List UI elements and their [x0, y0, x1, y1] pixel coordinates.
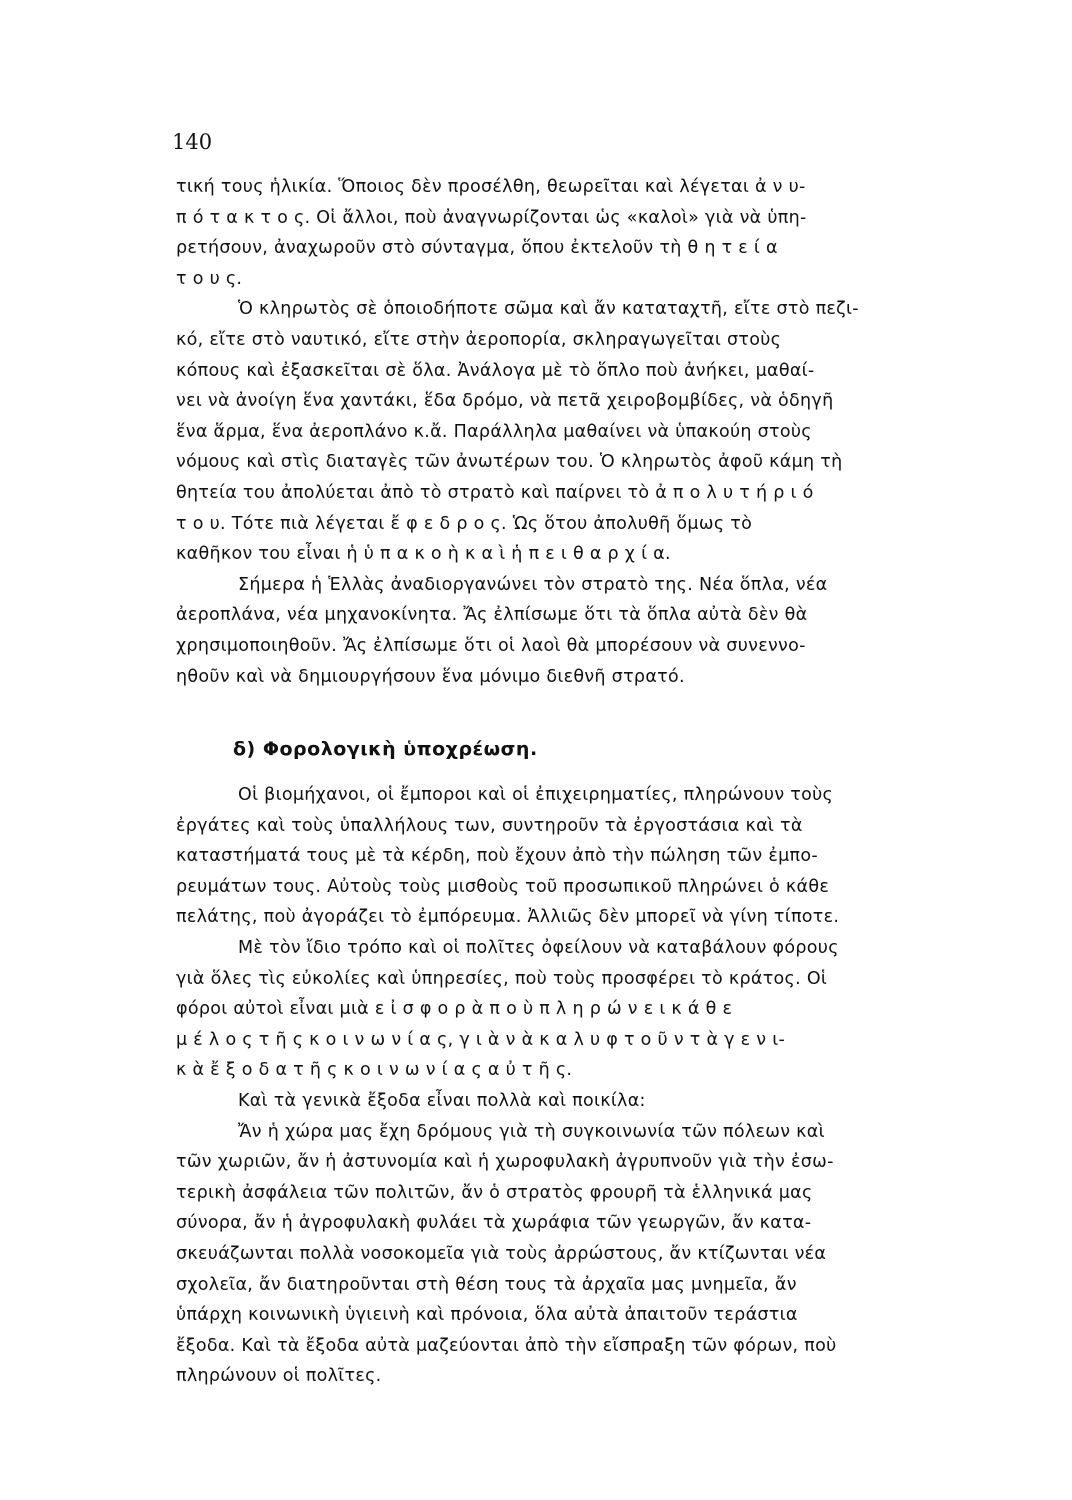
text-line: χρησιμοποιηθοῦν. Ἄς ἐλπίσωμε ὅτι οἱ λαοὶ θὰ μπορέσουν νὰ συνεννο-	[176, 635, 806, 656]
text-line: καθῆκον του εἶναι ἡ ὑ π α κ ο ὴ κ α ὶ ἡ π ε ι θ α ρ χ ί α.	[176, 544, 671, 565]
text-line: ρευμάτων τους. Αὐτοὺς τοὺς μισθοὺς τοῦ προσωπικοῦ πληρώνει ὁ κάθε	[176, 876, 830, 897]
text-line: νει νὰ ἀνοίγη ἕνα χαντάκι, ἕδα δρόμο, νὰ πετᾶ χειροβομβίδες, νὰ ὁδηγῆ	[176, 391, 834, 412]
text-line: ἕνα ἅρμα, ἕνα ἀεροπλάνο κ.ἄ. Παράλληλα μαθαίνει νὰ ὑπακούη στοὺς	[176, 421, 812, 442]
text-line: φόροι αὐτοὶ εἶναι μιὰ ε ἰ σ φ ο ρ ὰ π ο ὺ π λ η ρ ώ ν ε ι κ ά θ ε	[176, 999, 733, 1020]
text-line: ἐργάτες καὶ τοὺς ὑπαλλήλους των, συντηροῦν τὰ ἐργοστάσια καὶ τὰ	[176, 815, 803, 836]
text-line: κόπους καὶ ἐξασκεῖται σὲ ὅλα. Ἀνάλογα μὲ τὸ ὅπλο ποὺ ἀνήκει, μαθαί-	[176, 360, 815, 381]
text-line: ἀεροπλάνα, νέα μηχανοκίνητα. Ἄς ἐλπίσωμε ὅτι τὰ ὅπλα αὐτὰ δὲν θὰ	[176, 605, 808, 626]
text-line: Ἄν ἡ χώρα μας ἔχη δρόμους γιὰ τὴ συγκοινωνία τῶν πόλεων καὶ	[238, 1121, 825, 1142]
text-line: σχολεῖα, ἄν διατηροῦνται στὴ θέση τους τὰ ἀρχαῖα μας μνημεῖα, ἄν	[176, 1274, 797, 1295]
text-line: Ὁ κληρωτὸς σὲ ὁποιοδήποτε σῶμα καὶ ἄν καταταχτῆ, εἴτε στὸ πεζι-	[238, 299, 859, 320]
text-line: νόμους καὶ στὶς διαταγὲς τῶν ἀνωτέρων του. Ὁ κληρωτὸς ἀφοῦ κάμη τὴ	[176, 452, 843, 473]
text-line: π ό τ α κ τ ο ς. Οἱ ἄλλοι, ποὺ ἀναγνωρίζονται ὡς «καλοὶ» γιὰ νὰ ὑπη-	[176, 207, 807, 228]
text-line: κ ὰ ἔ ξ ο δ α τ ῆ ς κ ο ι ν ω ν ί α ς α ὐ τ ῆ ς.	[176, 1060, 573, 1081]
text-line: καταστήματά τους μὲ τὰ κέρδη, ποὺ ἔχουν ἀπὸ τὴν πώληση τῶν ἐμπο-	[176, 846, 818, 867]
text-line: τερικὴ ἀσφάλεια τῶν πολιτῶν, ἄν ὁ στρατὸς φρουρῆ τὰ ἑλληνικά μας	[176, 1182, 813, 1203]
text-line: Οἱ βιομήχανοι, οἱ ἔμποροι καὶ οἱ ἐπιχειρηματίες, πληρώνουν τοὺς	[238, 785, 834, 805]
text-line: γιὰ ὅλες τὶς εὐκολίες καὶ ὑπηρεσίες, ποὺ τοὺς προσφέρει τὸ κράτος. Οἱ	[176, 968, 828, 989]
text-line: μ έ λ ο ς τ ῆ ς κ ο ι ν ω ν ί α ς, γ ι ὰ ν ὰ κ α λ υ φ τ ο ῦ ν τ ὰ γ ε ν ι-	[176, 1029, 786, 1050]
text-line: σκευάζωνται πολλὰ νοσοκομεῖα γιὰ τοὺς ἀρρώστους, ἄν κτίζωνται νέα	[176, 1243, 827, 1264]
body-text-block-2	[176, 780, 966, 1392]
text-line: ηθοῦν καὶ νὰ δημιουργήσουν ἕνα μόνιμο διεθνῆ στρατό.	[176, 666, 685, 687]
text-line: Μὲ τὸν ἴδιο τρόπο καὶ οἱ πολῖτες ὀφείλουν νὰ καταβάλουν φόρους	[238, 937, 839, 958]
text-line: κό, εἴτε στὸ ναυτικό, εἴτε στὴν ἀεροπορία, σκληραγωγεῖται στοὺς	[176, 329, 782, 350]
text-line: τῶν χωριῶν, ἄν ἡ ἀστυνομία καὶ ἡ χωροφυλακὴ ἀγρυπνοῦν γιὰ τὴν ἐσω-	[176, 1152, 834, 1173]
text-line: ρετήσουν, ἀναχωροῦν στὸ σύνταγμα, ὅπου ἐκτελοῦν τὴ θ η τ ε ί α	[176, 238, 778, 259]
body-text-block-1	[176, 172, 966, 692]
text-line: Καὶ τὰ γενικὰ ἔξοδα εἶναι πολλὰ καὶ ποικίλα:	[238, 1090, 646, 1111]
text-line: ἔξοδα. Καὶ τὰ ἔξοδα αὐτὰ μαζεύονται ἀπὸ τὴν εἴσπραξη τῶν φόρων, ποὺ	[176, 1335, 837, 1356]
text-line: θητεία του ἀπολύεται ἀπὸ τὸ στρατὸ καὶ παίρνει τὸ ἀ π ο λ υ τ ή ρ ι ό	[176, 482, 814, 503]
text-line: τ ο υ. Τότε πιὰ λέγεται ἔ φ ε δ ρ ο ς. Ὡς ὅτου ἀπολυθῆ ὅμως τὸ	[176, 513, 753, 534]
text-line: τ ο υ ς.	[176, 268, 243, 289]
text-line: σύνορα, ἄν ἡ ἀγροφυλακὴ φυλάει τὰ χωράφια τῶν γεωργῶν, ἄν κατα-	[176, 1213, 812, 1234]
page-number: 140	[172, 130, 213, 154]
text-line: τική τους ἡλικία. Ὅποιος δὲν προσέλθη, θεωρεῖται καὶ λέγεται ἀ ν υ-	[176, 177, 806, 197]
section-heading: δ) Φορολογικὴ ὑποχρέωση.	[233, 738, 538, 760]
text-line: πελάτης, ποὺ ἀγοράζει τὸ ἐμπόρευμα. Ἀλλιῶς δὲν μπορεῖ νὰ γίνη τίποτε.	[176, 907, 840, 928]
text-line: πληρώνουν οἱ πολῖτες.	[176, 1366, 382, 1387]
text-line: ὑπάρχη κοινωνικὴ ὑγιεινὴ καὶ πρόνοια, ὅλα αὐτὰ ἀπαιτοῦν τεράστια	[176, 1305, 798, 1326]
text-line: Σήμερα ἡ Ἑλλὰς ἀναδιοργανώνει τὸν στρατὸ της. Νέα ὅπλα, νέα	[238, 574, 828, 595]
